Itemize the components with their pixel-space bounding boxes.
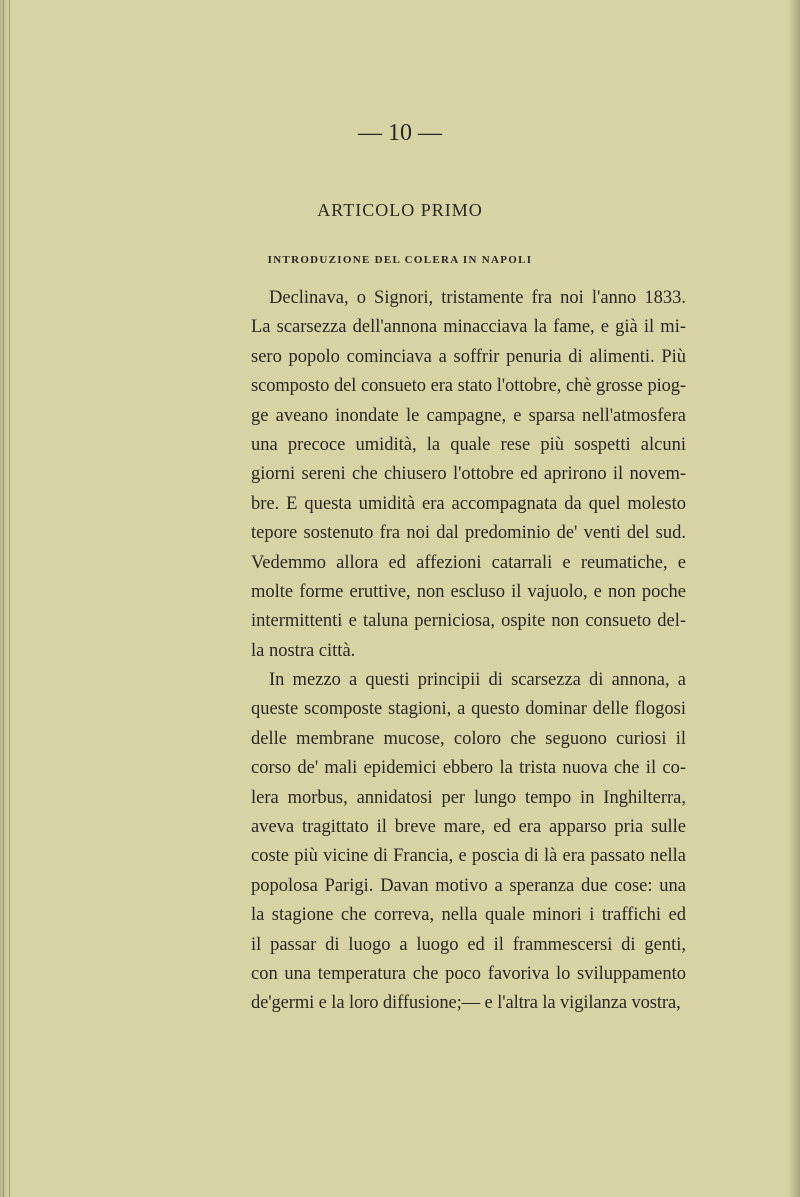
text-line: giorni sereni che chiusero l'ottobre ed aprirono il novem- <box>251 464 686 485</box>
text-line: corso de' mali epidemici ebbero la trista nuova che il co- <box>251 758 686 779</box>
page-right-edge <box>788 0 800 1197</box>
text-line: bre. E questa umidità era accompagnata da quel molesto <box>251 493 686 514</box>
text-line: aveva tragittato il breve mare, ed era apparso pria sulle <box>251 817 686 838</box>
text-line: il passar di luogo a luogo ed il frammescersi di genti, <box>251 934 686 955</box>
text-line: la nostra città. <box>251 640 356 661</box>
text-line: sero popolo cominciava a soffrir penuria di alimenti. Più <box>251 346 686 367</box>
text-line: Declinava, o Signori, tristamente fra noi l'anno 1833. <box>269 288 686 308</box>
text-line: intermittenti e taluna perniciosa, ospite non consueto del- <box>251 611 686 632</box>
text-line: queste scomposte stagioni, a questo dominar delle flogosi <box>251 699 686 720</box>
chapter-subtitle: INTRODUZIONE DEL COLERA IN NAPOLI <box>267 254 533 266</box>
body-text <box>251 284 686 1019</box>
text-line: In mezzo a questi principii di scarsezza di annona, a <box>269 670 686 691</box>
page-number: — 10 — <box>358 120 442 146</box>
text-line: una precoce umidità, la quale rese più sospetti alcuni <box>251 434 686 455</box>
text-line: La scarsezza dell'annona minacciava la fame, e già il mi- <box>251 317 686 338</box>
text-line: lera morbus, annidatosi per lungo tempo in Inghilterra, <box>251 787 686 808</box>
text-line: coste più vicine di Francia, e poscia di là era passato nella <box>251 846 686 867</box>
text-line: con una temperatura che poco favoriva lo sviluppamento <box>251 963 686 984</box>
text-line: de'germi e la loro diffusione;— e l'altra la vigilanza vostra, <box>251 993 681 1014</box>
binding-line <box>9 0 10 1197</box>
text-line: Vedemmo allora ed affezioni catarrali e reumatiche, e <box>251 552 686 573</box>
text-line: tepore sostenuto fra noi dal predominio de' venti del sud. <box>251 523 686 544</box>
binding-line <box>3 0 4 1197</box>
text-line: delle membrane mucose, coloro che seguono curiosi il <box>251 728 686 749</box>
text-line: la stagione che correva, nella quale minori i traffichi ed <box>251 905 686 926</box>
text-line: popolosa Parigi. Davan motivo a speranza due cose: una <box>251 875 686 896</box>
text-line: ge aveano inondate le campagne, e sparsa nell'atmosfera <box>251 405 686 426</box>
chapter-title: ARTICOLO PRIMO <box>317 200 483 220</box>
text-line: molte forme eruttive, non escluso il vajuolo, e non poche <box>251 581 686 602</box>
text-line: scomposto del consueto era stato l'ottobre, chè grosse piog- <box>251 376 686 397</box>
